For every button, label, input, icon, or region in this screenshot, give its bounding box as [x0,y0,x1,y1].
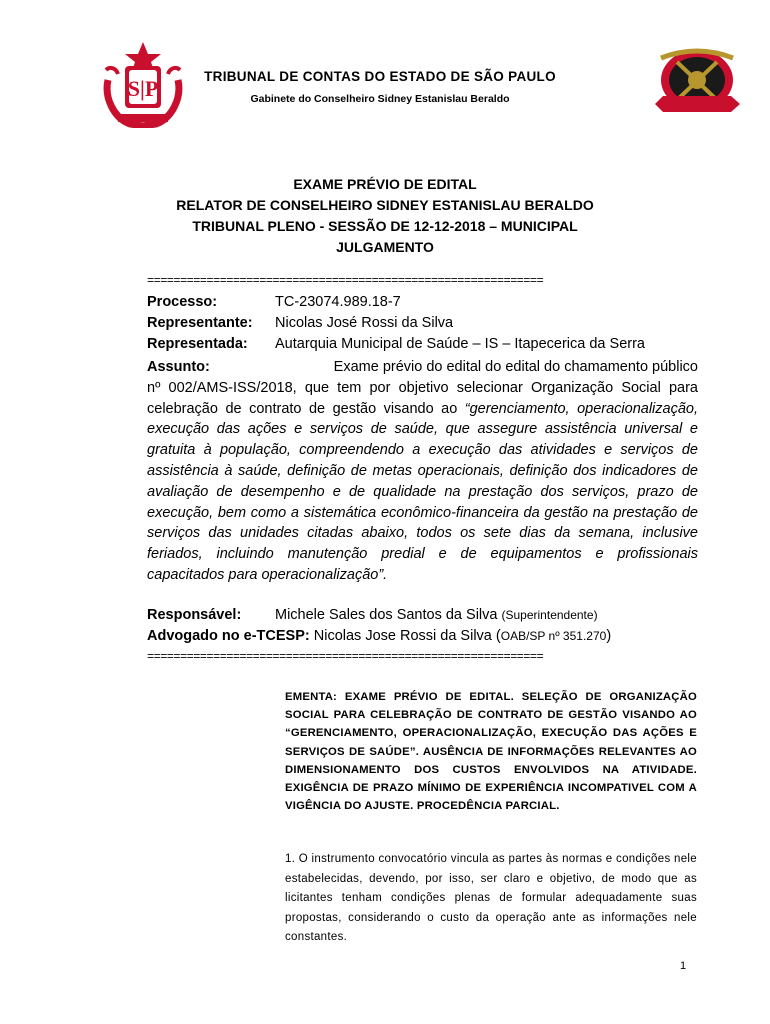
assunto-first-line [147,357,698,378]
sao-paulo-seal-logo [100,40,186,128]
representante-label: Representante: [147,315,253,331]
advogado-value: Nicolas Jose Rossi da Silva ( [313,628,501,644]
responsavel-value: Michele Sales dos Santos da Silva [275,607,498,623]
responsavel-label: Responsável: [147,607,242,623]
advogado-oab: OAB/SP nº 351.270 [500,629,607,643]
institution-title: TRIBUNAL DE CONTAS DO ESTADO DE SÃO PAULO [204,69,556,84]
rapporteur-line: RELATOR DE CONSELHEIRO SIDNEY ESTANISLAU BERALDO [176,197,594,213]
processo-label: Processo: [147,294,218,310]
session-line: TRIBUNAL PLENO - SESSÃO DE 12-12-2018 – MUNICIPAL [192,218,578,234]
representada-row [147,336,707,352]
responsavel-row [147,607,707,623]
advogado-label: Advogado no e-TCESP: [147,628,310,644]
assunto-italic-text: “gerenciamento, operacionalização, execução das ações e serviços de saúde, que assegure assistência universal e gratuita à população, compreendendo a execução das atividades e serviços de assistência à saúde, definição de metas operacionais, definição dos indicadores de avaliação de desempenho e de qualidade na prestação dos serviços, prazo de execução, bem como a sistemática econômico-financeira da gestão na prestação de serviços das unidades citadas abaixo, todos os sete dias da semana, inclusive feriados, incluindo manutenção predial e de equipamentos e profissionais capacitados para operacionalização”. [147,400,698,583]
representante-value: Nicolas José Rossi da Silva [275,315,454,331]
svg-text:S|P: S|P [127,76,159,101]
advogado-row [147,628,707,644]
judgment-line: JULGAMENTO [336,239,434,255]
ementa-block: EMENTA: EXAME PRÉVIO DE EDITAL. SELEÇÃO DE ORGANIZAÇÃO SOCIAL PARA CELEBRAÇÃO DE CONTRATO DE GESTÃO VISANDO AO “GERENCIAMENTO, OPERACIONALIZAÇÃO, EXECUÇÃO DAS AÇÕES E SERVIÇOS DE SAÚDE”. AUSÊNCIA DE INFORMAÇÕES RELEVANTES AO DIMENSIONAMENTO DOS CUSTOS ENVOLVIDOS NA ATIVIDADE. EXIGÊNCIA DE PRAZO MÍNIMO DE EXPERIÊNCIA INCOMPATIVEL COM A VIGÊNCIA DO AJUSTE. PROCEDÊNCIA PARCIAL. [285,691,697,813]
processo-value: TC-23074.989.18-7 [275,294,401,310]
assunto-body [147,378,698,586]
office-subtitle: Gabinete do Conselheiro Sidney Estanislau Beraldo [250,93,510,105]
representante-row [147,315,707,331]
document-title: EXAME PRÉVIO DE EDITAL [293,176,477,192]
separator-top: ============================================================ [147,274,544,288]
separator-bottom: ============================================================ [147,650,544,664]
paragraph-1: 1. O instrumento convocatório vincula as partes às normas e condições nele estabelecidas, devendo, por isso, ser claro e objetivo, de modo que as licitantes tenham condições plenas de formular adequadamente suas propostas, considerando o custo da operação ante as informações nele constantes. [285,853,697,944]
advogado-close: ) [606,628,612,644]
page-number: 1 [680,960,687,972]
representada-label: Representada: [147,336,248,352]
responsavel-note: (Superintendente) [501,608,598,622]
assunto-block [147,357,698,586]
tribunal-crest-logo [655,44,740,120]
representada-value: Autarquia Municipal de Saúde – IS – Itapecerica da Serra [275,336,645,352]
assunto-first-text: Exame prévio do edital do edital do chamamento público [333,359,698,375]
assunto-plain-text: nº 002/AMS-ISS/2018, que tem por objetivo selecionar Organização Social para celebração de contrato de gestão visando ao [147,379,698,417]
assunto-label: Assunto: [147,359,210,375]
processo-row [147,294,707,310]
